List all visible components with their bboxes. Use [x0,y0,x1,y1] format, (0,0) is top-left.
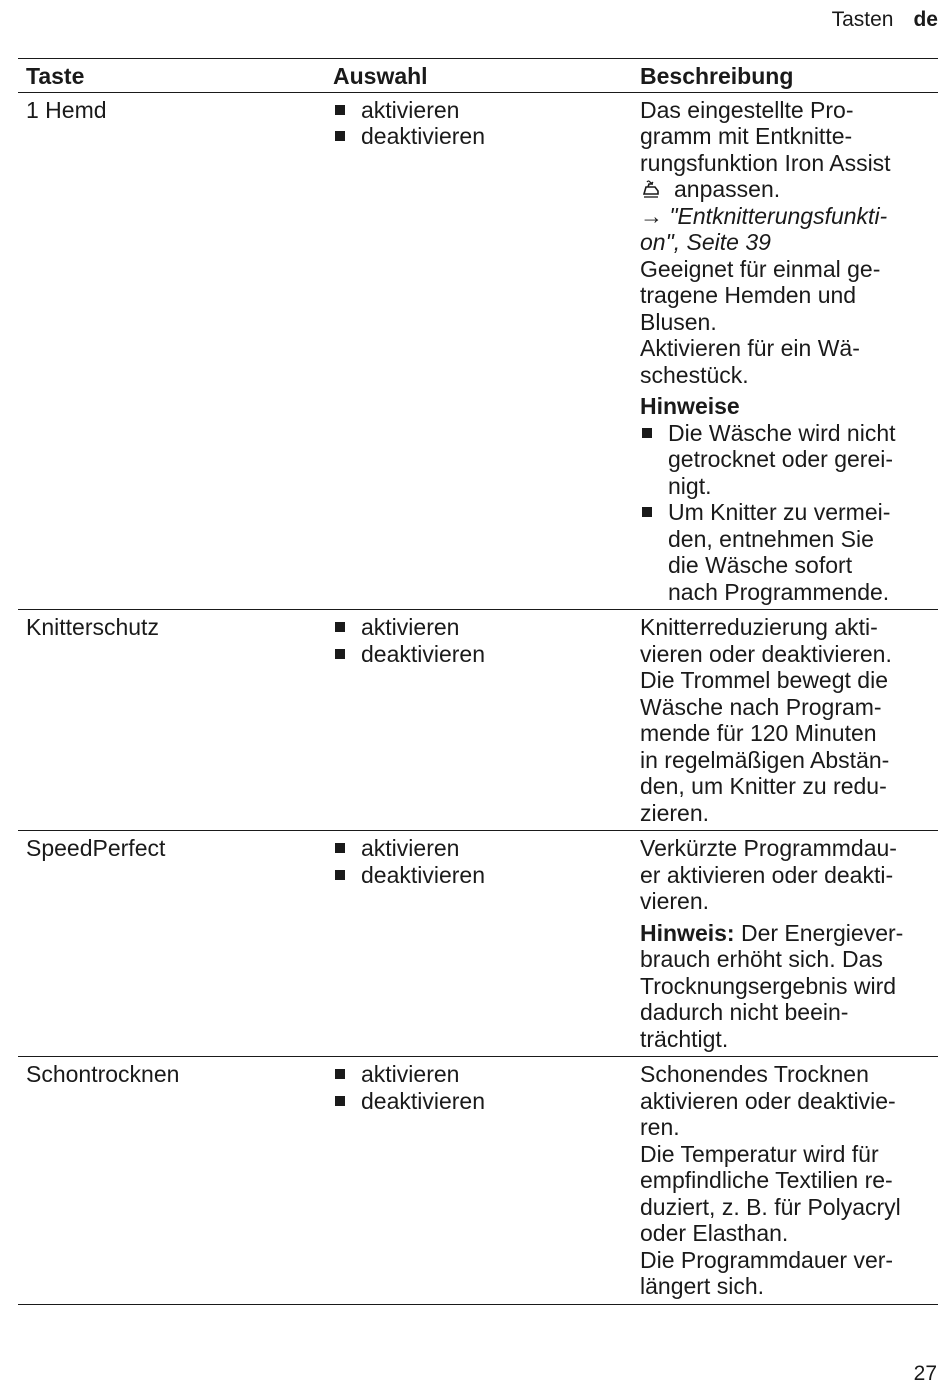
key-name: SpeedPerfect [26,835,166,861]
options-cell [325,1057,632,1305]
options-list [333,614,624,667]
table-row [18,610,938,831]
description-cell [632,831,938,1057]
page-header [832,8,938,32]
key-name: Schontrocknen [26,1061,180,1087]
note-item: Um Knitter zu vermei- den, entnehmen Sie die Wäsche sofort nach Programmende. [640,499,930,605]
column-header-beschreibung: Beschreibung [640,63,794,89]
description-paragraph: Aktivieren für ein Wä- schestück. [640,335,860,388]
table-row [18,92,938,610]
buttons-table [18,58,938,1305]
notes-list [640,420,930,606]
table-row [18,1057,938,1305]
note-paragraph: Hinweis: Der Energiever- brauch erhöht sich. Das Trocknungsergebnis wird dadurch nicht beein- trächtigt. [640,919,904,1052]
option-item: deaktivieren [333,123,624,150]
description-paragraph: Verkürzte Programmdau- er aktivieren oder deakti- vieren. [640,835,897,914]
options-cell [325,610,632,831]
table-row [18,831,938,1057]
page-number: 27 [913,1362,937,1385]
options-cell [325,831,632,1057]
option-item: aktivieren [333,835,624,862]
options-cell [325,92,632,610]
description-paragraph: Das eingestellte Pro- gramm mit Entknitte- rungsfunktion Iron Assist anpassen. [640,96,891,202]
note-label: Hinweis: [640,919,735,946]
option-item: deaktivieren [333,862,624,889]
description-paragraph: Schonendes Trocknen aktivieren oder deaktivie- ren. Die Temperatur wird für empfindliche Textilien re- duziert, z. B. für Polyacryl oder Elasthan. Die Programmdauer ver- längert sich. [640,1061,901,1299]
note-item: Die Wäsche wird nicht getrocknet oder gerei- nigt. [640,420,930,500]
option-item: deaktivieren [333,641,624,668]
iron-assist-icon [640,178,664,200]
column-header-taste: Taste [26,63,85,89]
cross-reference-link[interactable]: → "Entknitterungsfunkti- on", Seite 39 [640,202,888,255]
description-paragraph: Geeignet für einmal ge- tragene Hemden und Blusen. [640,255,881,335]
key-name: Knitterschutz [26,614,159,640]
language-code: de [913,8,938,31]
option-item: aktivieren [333,97,624,124]
options-list [333,835,624,888]
description-paragraph: Knitterreduzierung akti- vieren oder deaktivieren. Die Trommel bewegt die Wäsche nach Program- mende für 120 Minuten in regelmäßigen Abstän- den, um Knitter zu redu- zieren. [640,614,892,826]
section-title: Tasten [831,8,894,31]
options-list [333,1061,624,1114]
description-cell [632,610,938,831]
notes-heading: Hinweise [640,393,740,419]
description-cell [632,1057,938,1305]
options-list [333,97,624,150]
table-header-row [18,59,938,93]
option-item: aktivieren [333,1061,624,1088]
option-item: deaktivieren [333,1088,624,1115]
description-cell [632,92,938,610]
option-item: aktivieren [333,614,624,641]
key-name: 1 Hemd [26,96,107,123]
column-header-auswahl: Auswahl [333,63,428,89]
